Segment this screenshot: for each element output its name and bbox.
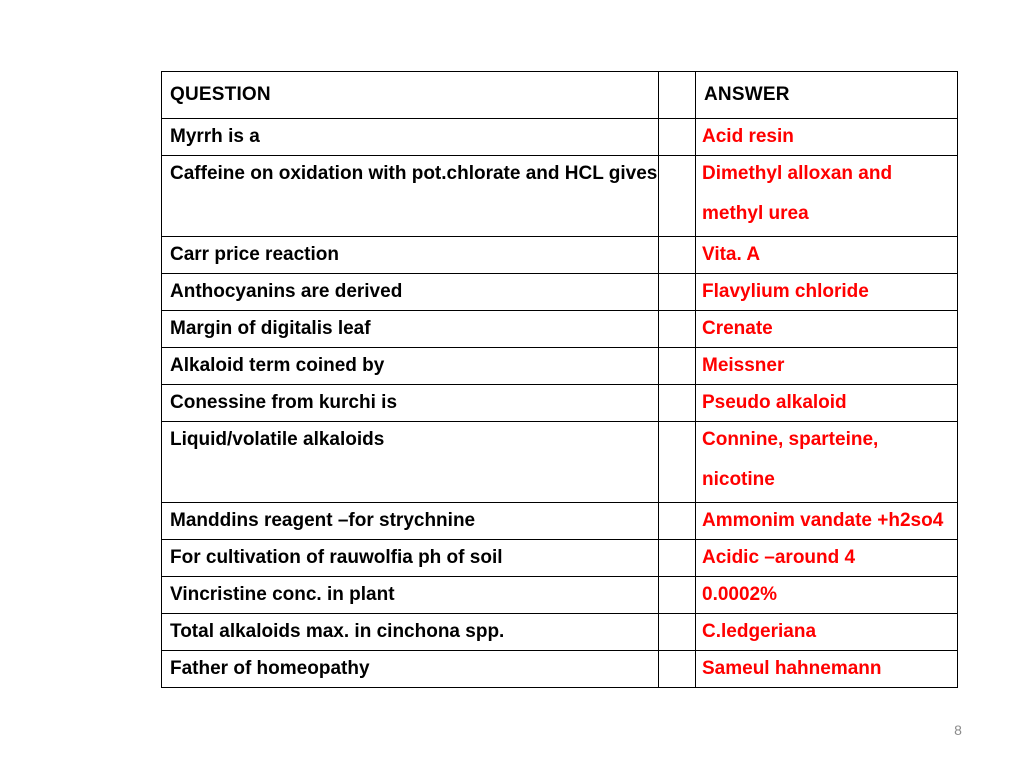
table-row bbox=[162, 540, 958, 577]
answer-cell: Crenate bbox=[696, 311, 958, 348]
answer-cell: C.ledgeriana bbox=[696, 614, 958, 651]
page-number: 8 bbox=[954, 722, 962, 738]
table-row bbox=[162, 422, 958, 503]
question-column-header: QUESTION bbox=[162, 72, 659, 119]
answer-cell: Vita. A bbox=[696, 237, 958, 274]
spacer-cell bbox=[659, 577, 696, 614]
spacer-cell bbox=[659, 311, 696, 348]
qa-table bbox=[161, 71, 958, 688]
table-row bbox=[162, 503, 958, 540]
spacer-cell bbox=[659, 72, 696, 119]
spacer-cell bbox=[659, 651, 696, 688]
answer-line: Connine, sparteine, bbox=[702, 429, 879, 450]
answer-cell: Flavylium chloride bbox=[696, 274, 958, 311]
spacer-cell bbox=[659, 422, 696, 503]
question-cell: Myrrh is a bbox=[162, 119, 659, 156]
answer-line: Dimethyl alloxan and bbox=[702, 163, 893, 184]
question-cell: Alkaloid term coined by bbox=[162, 348, 659, 385]
question-cell: Conessine from kurchi is bbox=[162, 385, 659, 422]
answer-cell: Acid resin bbox=[696, 119, 958, 156]
table-row bbox=[162, 577, 958, 614]
spacer-cell bbox=[659, 274, 696, 311]
question-cell: Margin of digitalis leaf bbox=[162, 311, 659, 348]
answer-line: methyl urea bbox=[702, 203, 809, 224]
spacer-cell bbox=[659, 119, 696, 156]
answer-cell: 0.0002% bbox=[696, 577, 958, 614]
answer-cell bbox=[696, 156, 958, 237]
table-row bbox=[162, 385, 958, 422]
question-cell: Caffeine on oxidation with pot.chlorate and HCL gives bbox=[162, 156, 659, 237]
table-row bbox=[162, 119, 958, 156]
spacer-cell bbox=[659, 156, 696, 237]
table-header-row bbox=[162, 72, 958, 119]
answer-line: nicotine bbox=[702, 469, 775, 490]
answer-cell: Meissner bbox=[696, 348, 958, 385]
table-row bbox=[162, 311, 958, 348]
table-row bbox=[162, 156, 958, 237]
question-cell: Father of homeopathy bbox=[162, 651, 659, 688]
question-cell: Vincristine conc. in plant bbox=[162, 577, 659, 614]
spacer-cell bbox=[659, 540, 696, 577]
table-row bbox=[162, 614, 958, 651]
question-cell: For cultivation of rauwolfia ph of soil bbox=[162, 540, 659, 577]
spacer-cell bbox=[659, 237, 696, 274]
spacer-cell bbox=[659, 348, 696, 385]
question-cell: Liquid/volatile alkaloids bbox=[162, 422, 659, 503]
table-row bbox=[162, 274, 958, 311]
question-cell: Manddins reagent –for strychnine bbox=[162, 503, 659, 540]
question-cell: Carr price reaction bbox=[162, 237, 659, 274]
answer-cell: Sameul hahnemann bbox=[696, 651, 958, 688]
spacer-cell bbox=[659, 503, 696, 540]
table-row bbox=[162, 348, 958, 385]
spacer-cell bbox=[659, 385, 696, 422]
answer-column-header: ANSWER bbox=[696, 72, 958, 119]
answer-cell: Acidic –around 4 bbox=[696, 540, 958, 577]
table-row bbox=[162, 237, 958, 274]
answer-cell: Pseudo alkaloid bbox=[696, 385, 958, 422]
question-cell: Anthocyanins are derived bbox=[162, 274, 659, 311]
answer-cell bbox=[696, 422, 958, 503]
answer-cell: Ammonim vandate +h2so4 bbox=[696, 503, 958, 540]
table-row bbox=[162, 651, 958, 688]
question-cell: Total alkaloids max. in cinchona spp. bbox=[162, 614, 659, 651]
spacer-cell bbox=[659, 614, 696, 651]
